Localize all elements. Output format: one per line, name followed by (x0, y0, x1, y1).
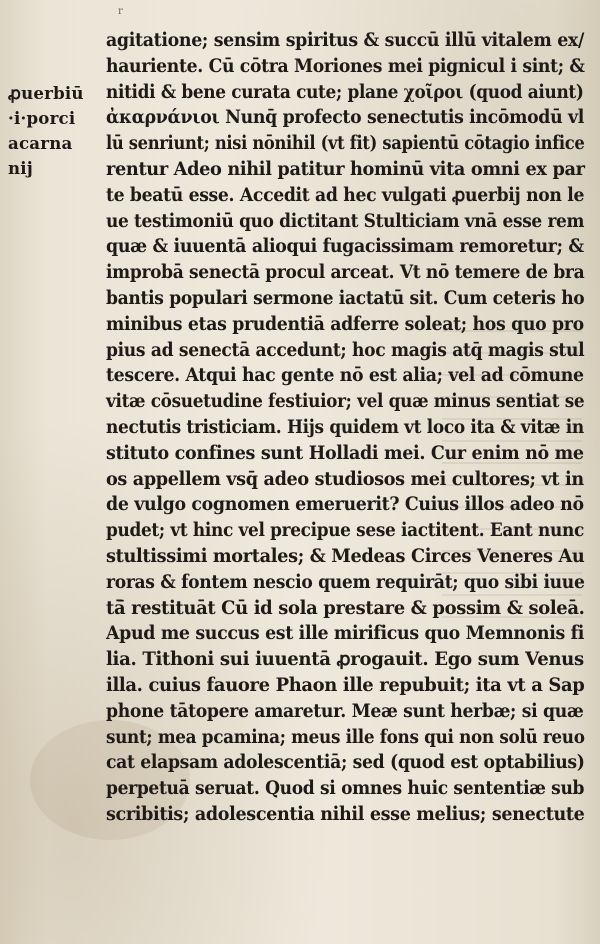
text-line: scribitis; adolescentia nihil esse melius; senectute (106, 803, 585, 825)
text-line: te beatū esse. Accedit ad hec vulgati ꝓuerbij non le (106, 184, 585, 206)
text-line: ue testimoniū quo dictitant Stulticiam vnā esse rem (106, 210, 585, 232)
text-line: sunt; mea pcamina; meus ille fons qui non solū reuo (106, 726, 585, 748)
text-line: ἀκαρνάνιοι Nunq̄ profecto senectutis incōmodū vl (106, 107, 585, 129)
marginal-note (8, 82, 100, 182)
text-line: vitæ cōsuetudine festiuior; vel quæ minus sentiat se (106, 391, 585, 413)
folio-mark: r (118, 6, 123, 17)
text-line: perpetuā seruat. Quod si omnes huic sententiæ sub (106, 778, 585, 800)
marginal-note-line: acarna (8, 134, 73, 154)
text-line: de vulgo cognomen emeruerit? Cuius illos adeo nō (106, 494, 584, 516)
marginal-note-line: nij (8, 159, 34, 179)
text-line: improbā senectā procul arceat. Vt nō temere de bra (106, 262, 585, 284)
main-text-block (106, 28, 586, 828)
text-line: illa. cuius fauore Phaon ille repubuit; ita vt a Sap (106, 674, 585, 696)
text-line: cat elapsam adolescentiā; sed (quod est optabilius) (106, 752, 585, 774)
text-line: lū senriunt; nisi nōnihil (vt fit) sapientū cōtagio infice (106, 133, 585, 155)
text-line: quæ & iuuentā alioqui fugacissimam remoretur; & (106, 236, 584, 258)
marginal-note-line: ꝓuerbiū (8, 84, 84, 104)
text-line: bantis populari sermone iactatū sit. Cum ceteris ho (106, 287, 585, 309)
text-line: lia. Tithoni sui iuuentā ꝓrogauit. Ego sum Venus (106, 649, 584, 671)
text-line: hauriente. Cū cōtra Moriones mei pignicul i sint; & (106, 55, 585, 77)
marginal-note-line: ·i·porci (8, 109, 76, 129)
text-line: minibus etas prudentiā adferre soleat; hos quo pro (106, 313, 584, 335)
text-line: os appellem vsq̄ adeo studiosos mei cultores; vt in (106, 468, 584, 490)
text-line: Apud me succus est ille mirificus quo Memnonis fi (106, 623, 585, 645)
text-line: stituto confines sunt Holladi mei. Cur enim nō me (106, 442, 584, 464)
text-line: nitidi & bene curata cute; plane χοῖροι (quod aiunt) (106, 81, 584, 103)
text-line: stultissimi mortales; & Medeas Circes Veneres Au (106, 545, 585, 567)
text-line: pudet; vt hinc vel precipue sese iactitent. Eant nunc (106, 520, 584, 542)
text-line: tā̄ restituāt Cū id sola prestare & possim & soleā. (106, 597, 585, 619)
text-line: tescere. Atqui hac gente nō est alia; vel ad cōmune (106, 365, 584, 387)
text-line: roras & fontem nescio quem requirāt; quo sibi iuue (106, 571, 585, 593)
text-line: agitatione; sensim spiritus & succū illū vitalem ex/ (106, 30, 584, 51)
text-line: rentur Adeo nihil patitur hominū vita omni ex par (106, 158, 585, 180)
text-line: pius ad senectā accedunt; hoc magis atq̄ magis stul (106, 339, 585, 361)
text-line: nectutis tristiciam. Hijs quidem vt loco ita & vitæ in (106, 416, 584, 438)
text-line: phone tātopere amaretur. Meæ sunt herbæ; si quæ (106, 700, 584, 722)
